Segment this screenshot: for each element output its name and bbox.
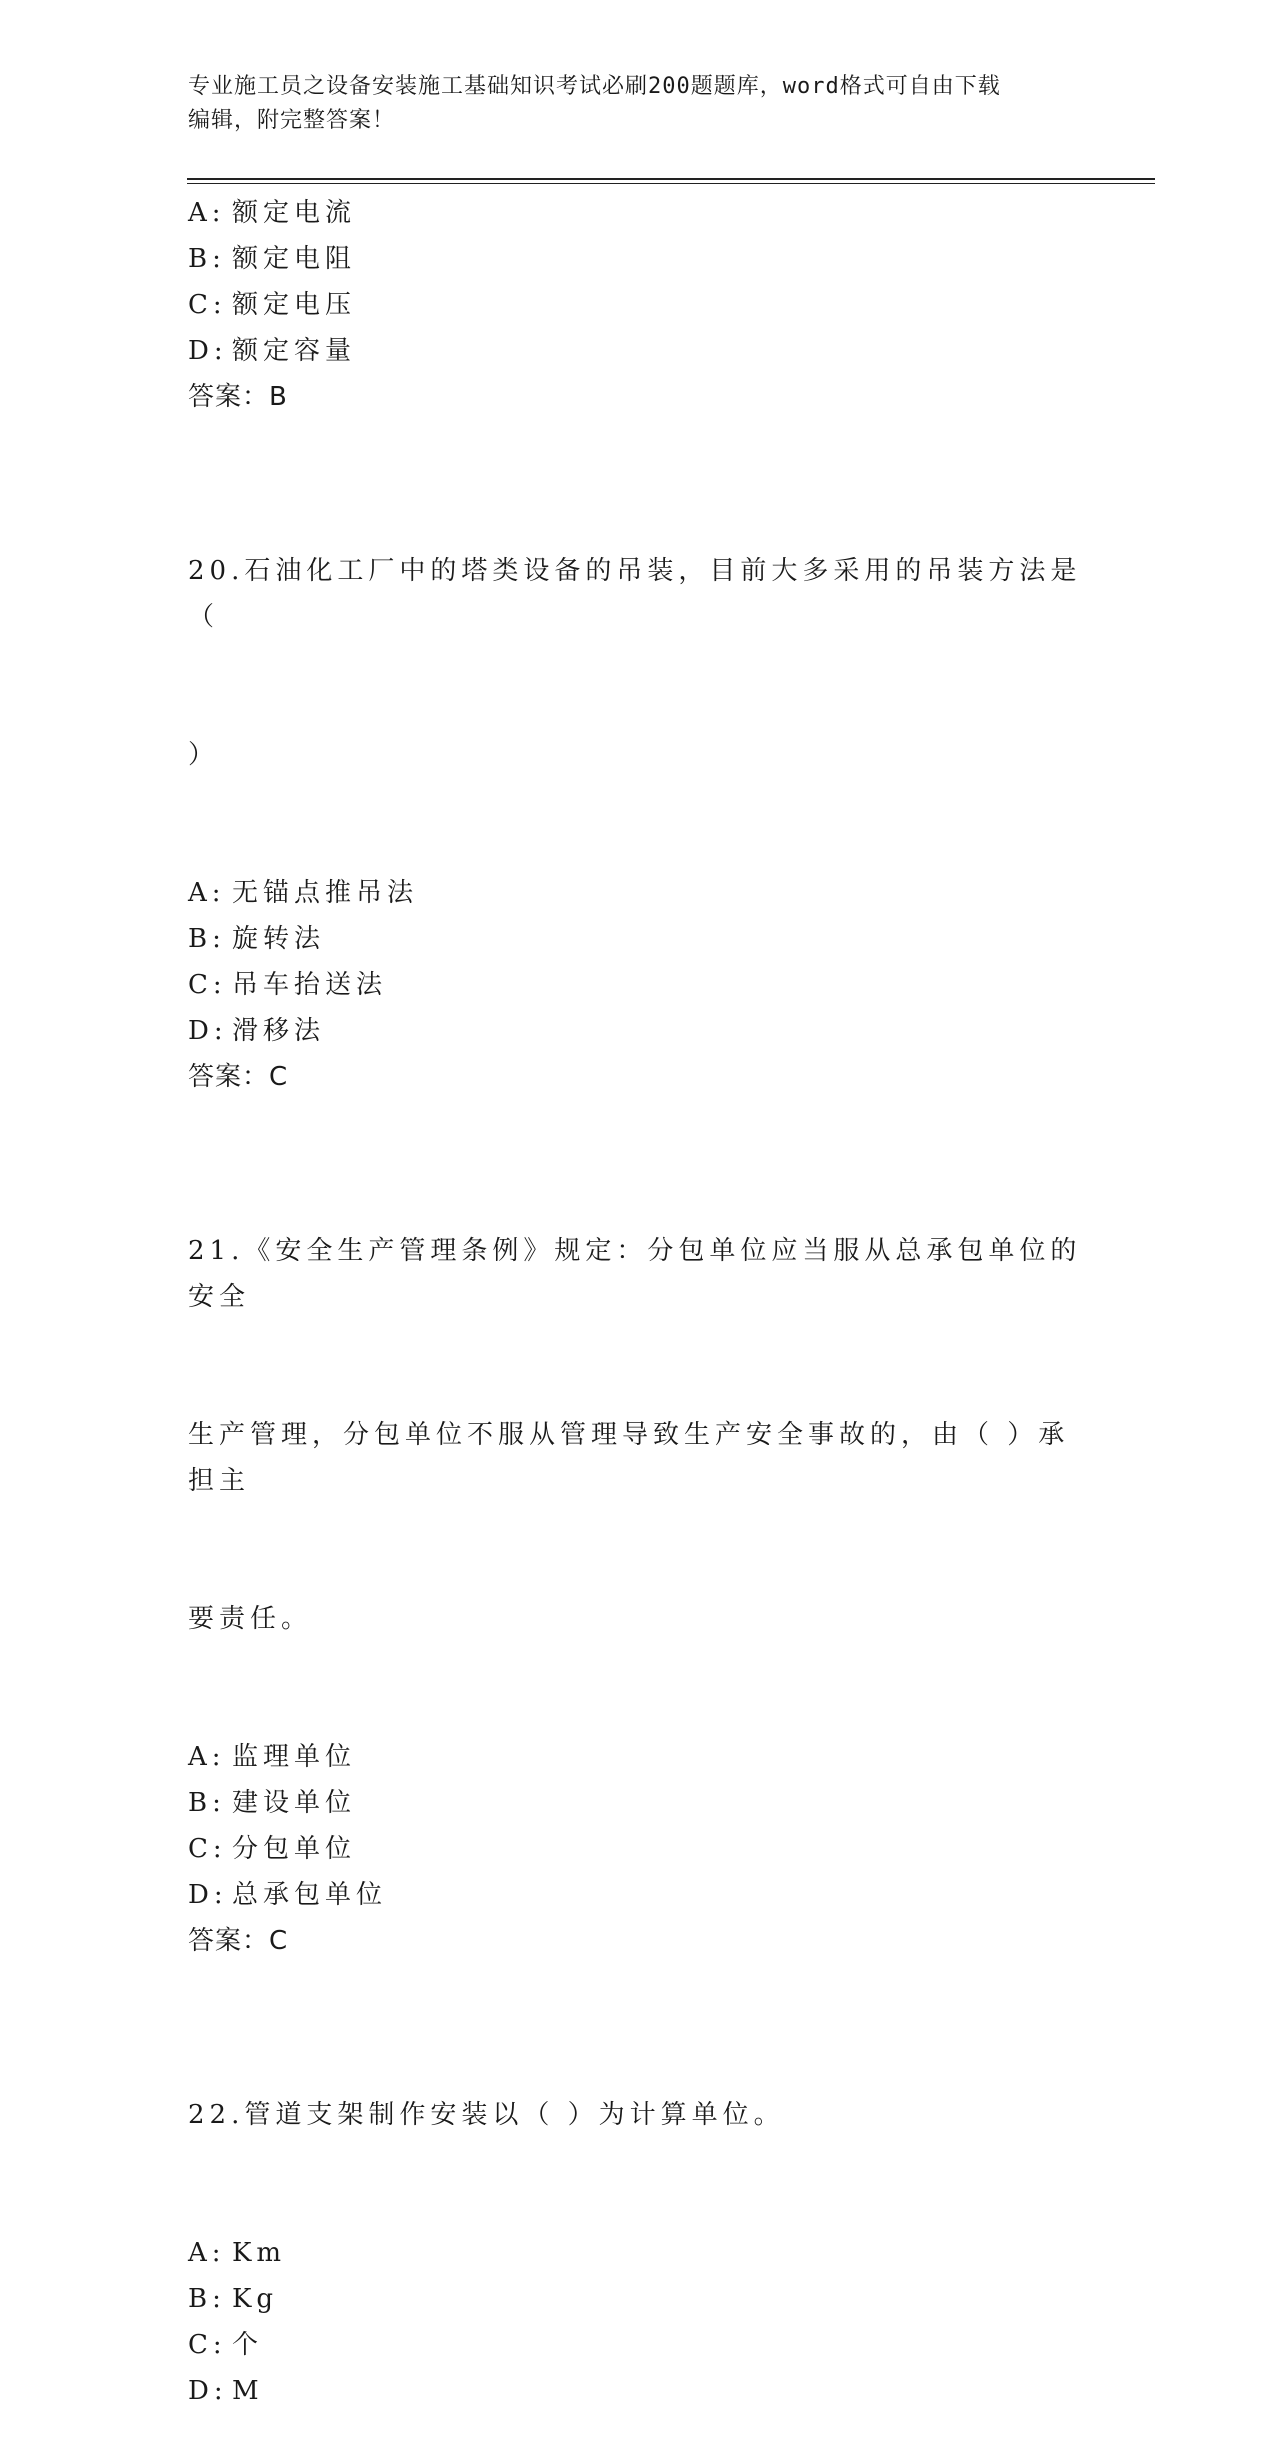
question-fragment — [188, 190, 1088, 420]
option-text: 旋转法 — [232, 924, 326, 954]
answer-line: 答案：B — [188, 382, 288, 412]
option-letter: B: — [188, 924, 226, 954]
option-text: 总承包单位 — [232, 1880, 388, 1910]
option-letter: A: — [188, 1742, 226, 1772]
question-20 — [188, 456, 1088, 1100]
option-letter: D: — [188, 2376, 228, 2406]
question-22 — [188, 2000, 1088, 2414]
option-d — [188, 328, 1088, 374]
option-letter: C: — [188, 970, 227, 1000]
option-text: 额定电压 — [232, 290, 357, 320]
option-text: 分包单位 — [232, 1834, 357, 1864]
option-letter: A: — [188, 198, 226, 228]
option-letter: C: — [188, 2330, 227, 2360]
answer-line: 答案：C — [188, 1926, 289, 1956]
option-letter: B: — [188, 1788, 226, 1818]
option-text: 额定容量 — [232, 336, 357, 366]
option-text: 监理单位 — [232, 1742, 357, 1772]
option-text: 额定电流 — [232, 198, 357, 228]
option-c — [188, 962, 1088, 1008]
option-letter: D: — [188, 336, 228, 366]
option-text: 无锚点推吊法 — [232, 878, 419, 908]
option-text: 建设单位 — [232, 1788, 357, 1818]
option-b — [188, 2276, 1088, 2322]
option-c — [188, 282, 1088, 328]
header-divider-thin — [187, 183, 1155, 184]
stem-line: 22.管道支架制作安装以（ ）为计算单位。 — [188, 2100, 785, 2130]
header-divider-thick — [187, 178, 1155, 180]
option-letter: D: — [188, 1016, 228, 1046]
header-line-2: 编辑，附完整答案！ — [188, 108, 396, 133]
question-stem — [188, 1136, 1088, 1734]
stem-line: ） — [188, 740, 220, 770]
answer-line: 答案：C — [188, 1062, 289, 1092]
option-b — [188, 1780, 1088, 1826]
option-text: 个 — [232, 2330, 264, 2360]
option-letter: B: — [188, 244, 226, 274]
stem-line: 要责任。 — [188, 1604, 313, 1634]
option-b — [188, 236, 1088, 282]
option-text: 滑移法 — [232, 1016, 326, 1046]
option-a — [188, 2230, 1088, 2276]
option-a — [188, 190, 1088, 236]
question-list — [188, 190, 1088, 2450]
question-stem — [188, 2000, 1088, 2230]
option-d — [188, 1008, 1088, 1054]
stem-line: 21.《安全生产管理条例》规定：分包单位应当服从总承包单位的安全 — [188, 1236, 1082, 1312]
option-letter: A: — [188, 2238, 226, 2268]
option-a — [188, 870, 1088, 916]
document-header — [188, 70, 1088, 138]
option-c — [188, 2322, 1088, 2368]
option-letter: C: — [188, 1834, 227, 1864]
stem-line: 20.石油化工厂中的塔类设备的吊装，目前大多采用的吊装方法是（ — [188, 556, 1082, 632]
option-text: M — [232, 2376, 264, 2406]
option-c — [188, 1826, 1088, 1872]
option-text: 吊车抬送法 — [232, 970, 388, 1000]
question-stem — [188, 456, 1088, 870]
option-letter: D: — [188, 1880, 228, 1910]
option-text: Kg — [232, 2284, 279, 2314]
option-letter: C: — [188, 290, 227, 320]
option-b — [188, 916, 1088, 962]
option-d — [188, 2368, 1088, 2414]
option-letter: A: — [188, 878, 226, 908]
stem-line: 生产管理，分包单位不服从管理导致生产安全事故的，由（ ）承担主 — [188, 1420, 1070, 1496]
header-line-1: 专业施工员之设备安装施工基础知识考试必刷200题题库，word格式可自由下载 — [188, 74, 1001, 99]
question-21 — [188, 1136, 1088, 1964]
option-d — [188, 1872, 1088, 1918]
option-a — [188, 1734, 1088, 1780]
option-text: Km — [232, 2238, 287, 2268]
option-text: 额定电阻 — [232, 244, 357, 274]
option-letter: B: — [188, 2284, 226, 2314]
